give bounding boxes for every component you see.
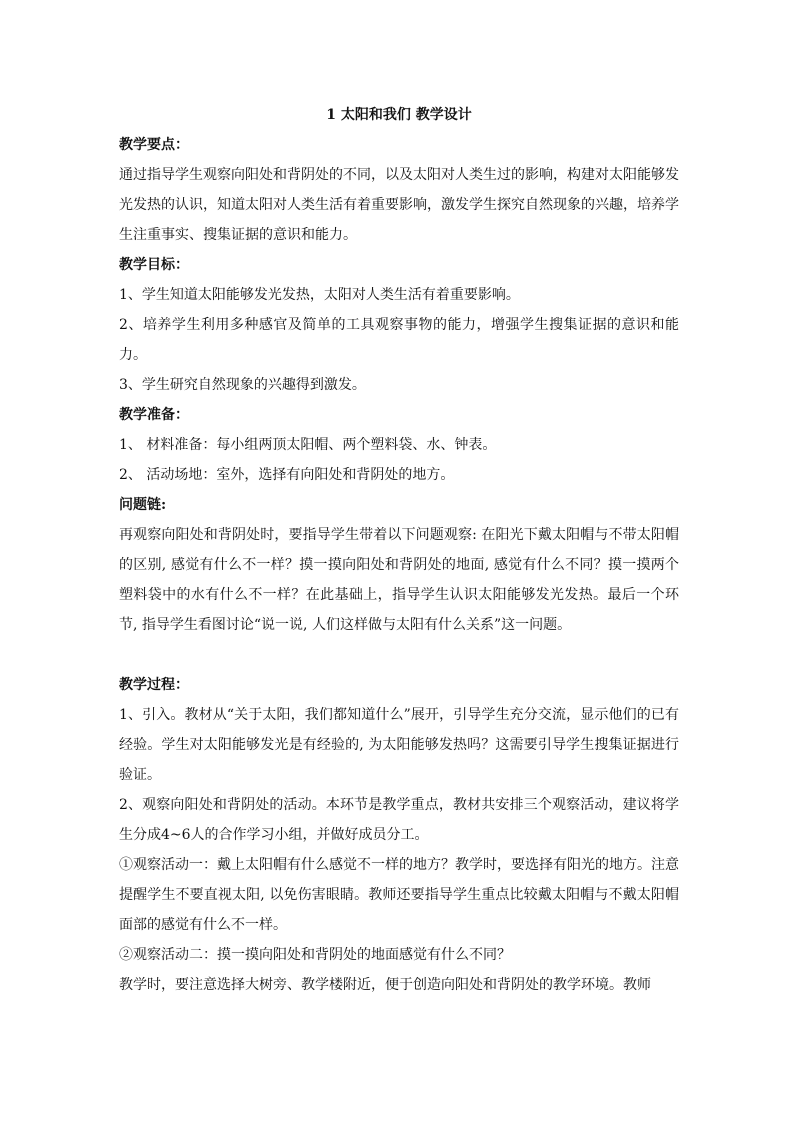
goals-heading: 教学目标： <box>119 257 189 273</box>
goal-item: 3、学生研究自然现象的兴趣得到激发。 <box>119 377 366 393</box>
process-item: 2、观察向阳处和背阴处的活动。本环节是教学重点，教材共安排三个观察活动，建议将学生分成4~6人的合作学习小组，并做好成员分工。 <box>119 797 679 843</box>
document-page <box>119 100 679 1000</box>
document-title: 1 太阳和我们 教学设计 <box>326 107 472 123</box>
process-item: ②观察活动二：摸一摸向阳处和背阴处的地面感觉有什么不同？ <box>119 947 511 963</box>
process-item: 教学时，要注意选择大树旁、教学楼附近，便于创造向阳处和背阴处的教学环境。教师 <box>119 977 651 993</box>
process-item: 1、引入。教材从“关于太阳，我们都知道什么”展开，引导学生充分交流，显示他们的已有经验。学生对太阳能够发光是有经验的, 为太阳能够发热吗？这需要引导学生搜集证据进行验证。 <box>119 707 679 783</box>
key-points-text: 通过指导学生观察向阳处和背阴处的不同，以及太阳对人类生过的影响，构建对太阳能够发光发热的认识，知道太阳对人类生活有着重要影响，激发学生探究自然现象的兴趣，培养学生注重事实、搜集证据的意识和能力。 <box>119 167 679 243</box>
process-heading: 教学过程： <box>119 677 189 693</box>
process-item: ①观察活动一：戴上太阳帽有什么感觉不一样的地方？教学时，要选择有阳光的地方。注意提醒学生不要直视太阳, 以免伤害眼睛。教师还要指导学生重点比较戴太阳帽与不戴太阳帽面部的感觉有什么不一样。 <box>119 857 679 933</box>
key-points-heading: 教学要点： <box>119 137 189 153</box>
section-spacer <box>119 640 679 670</box>
questions-heading: 问题链: <box>119 497 167 513</box>
prep-item: 2、 活动场地：室外，选择有向阳处和背阴处的地方。 <box>119 467 455 483</box>
goal-item: 1、学生知道太阳能够发光发热，太阳对人类生活有着重要影响。 <box>119 287 520 303</box>
prep-item: 1、 材料准备：每小组两顶太阳帽、两个塑料袋、水、钟表。 <box>119 437 497 453</box>
questions-text: 再观察向阳处和背阴处时，要指导学生带着以下问题观察: 在阳光下戴太阳帽与不带太阳帽的区别, 感觉有什么不一样？摸一摸向阳处和背阴处的地面, 感觉有什么不同？摸一摸两个塑料袋中的水有什么不一样？在此基础上，指导学生认识太阳能够发光发热。最后一个环节, 指导学生看图讨论“说一说, 人们这样做与太阳有什么关系”这一问题。 <box>119 527 679 633</box>
prep-heading: 教学准备： <box>119 407 189 423</box>
goal-item: 2、培养学生利用多种感官及简单的工具观察事物的能力，增强学生搜集证据的意识和能力。 <box>119 317 679 363</box>
